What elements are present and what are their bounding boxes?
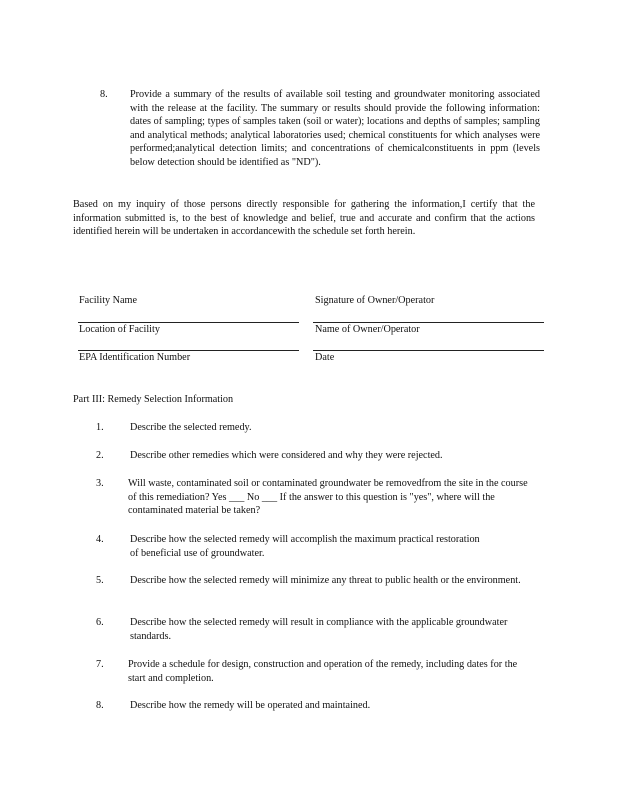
name-underline[interactable] bbox=[313, 322, 544, 323]
epa-id-label: EPA Identification Number bbox=[79, 352, 191, 363]
facility-name-label: Facility Name bbox=[79, 295, 137, 306]
question-number: 5. bbox=[96, 575, 104, 586]
question-2 bbox=[96, 449, 536, 463]
question-number: 2. bbox=[96, 450, 104, 461]
epa-id-underline[interactable] bbox=[78, 350, 299, 351]
question-1 bbox=[96, 421, 536, 435]
part-3-heading: Part III: Remedy Selection Information bbox=[73, 394, 234, 405]
item-8-number: 8. bbox=[100, 89, 108, 100]
question-text: Will waste, contaminated soil or contaminated groundwater be removedfrom the site in the course of this remediation? Yes ___ No ___ If the answer to this question is "yes", where will the contaminated material be taken? bbox=[128, 478, 528, 517]
question-8 bbox=[96, 699, 536, 713]
question-number: 4. bbox=[96, 534, 104, 545]
question-text: Describe how the remedy will be operated and maintained. bbox=[130, 700, 371, 711]
question-6 bbox=[96, 616, 536, 643]
location-label: Location of Facility bbox=[79, 324, 160, 335]
item-8-summary bbox=[100, 88, 540, 169]
question-number: 7. bbox=[96, 659, 104, 670]
question-number: 1. bbox=[96, 422, 104, 433]
question-3 bbox=[96, 477, 536, 518]
question-7 bbox=[96, 658, 536, 685]
question-number: 3. bbox=[96, 478, 104, 489]
question-text: Provide a schedule for design, construction and operation of the remedy, including dates for the start and completion. bbox=[128, 659, 518, 684]
date-label: Date bbox=[315, 352, 335, 363]
signature-label: Signature of Owner/Operator bbox=[315, 295, 435, 306]
certification-statement: Based on my inquiry of those persons directly responsible for gathering the information,I certify that the information submitted is, to the best of knowledge and belief, true and accurate and confirm that the actions identified herein will be undertaken in accordancewith the schedule set forth herein. bbox=[73, 199, 535, 238]
question-number: 8. bbox=[96, 700, 104, 711]
question-text: Describe how the selected remedy will minimize any threat to public health or the environment. bbox=[130, 575, 521, 586]
question-4 bbox=[96, 533, 536, 560]
question-text: Describe how the selected remedy will accomplish the maximum practical restoration of beneficial use of groundwater. bbox=[130, 534, 480, 559]
question-text: Describe other remedies which were considered and why they were rejected. bbox=[130, 450, 443, 461]
date-underline[interactable] bbox=[313, 350, 544, 351]
question-5 bbox=[96, 574, 536, 588]
item-8-text: Provide a summary of the results of available soil testing and groundwater monitoring associated with the release at the facility. The summary or results should provide the following information: dates of sampling; types of samples taken (soil or water); locations and depths of samples; sampling and analytical methods; analytical laboratories used; chemical constituents for which analyses were performed;analytical detection limits; and concentrations of chemicalconstituents in ppm (levels below detection should be identified as "ND"). bbox=[130, 89, 540, 168]
question-text: Describe the selected remedy. bbox=[130, 422, 252, 433]
question-number: 6. bbox=[96, 617, 104, 628]
location-underline[interactable] bbox=[78, 322, 299, 323]
question-text: Describe how the selected remedy will result in compliance with the applicable groundwater standards. bbox=[130, 617, 508, 642]
owner-name-label: Name of Owner/Operator bbox=[315, 324, 420, 335]
